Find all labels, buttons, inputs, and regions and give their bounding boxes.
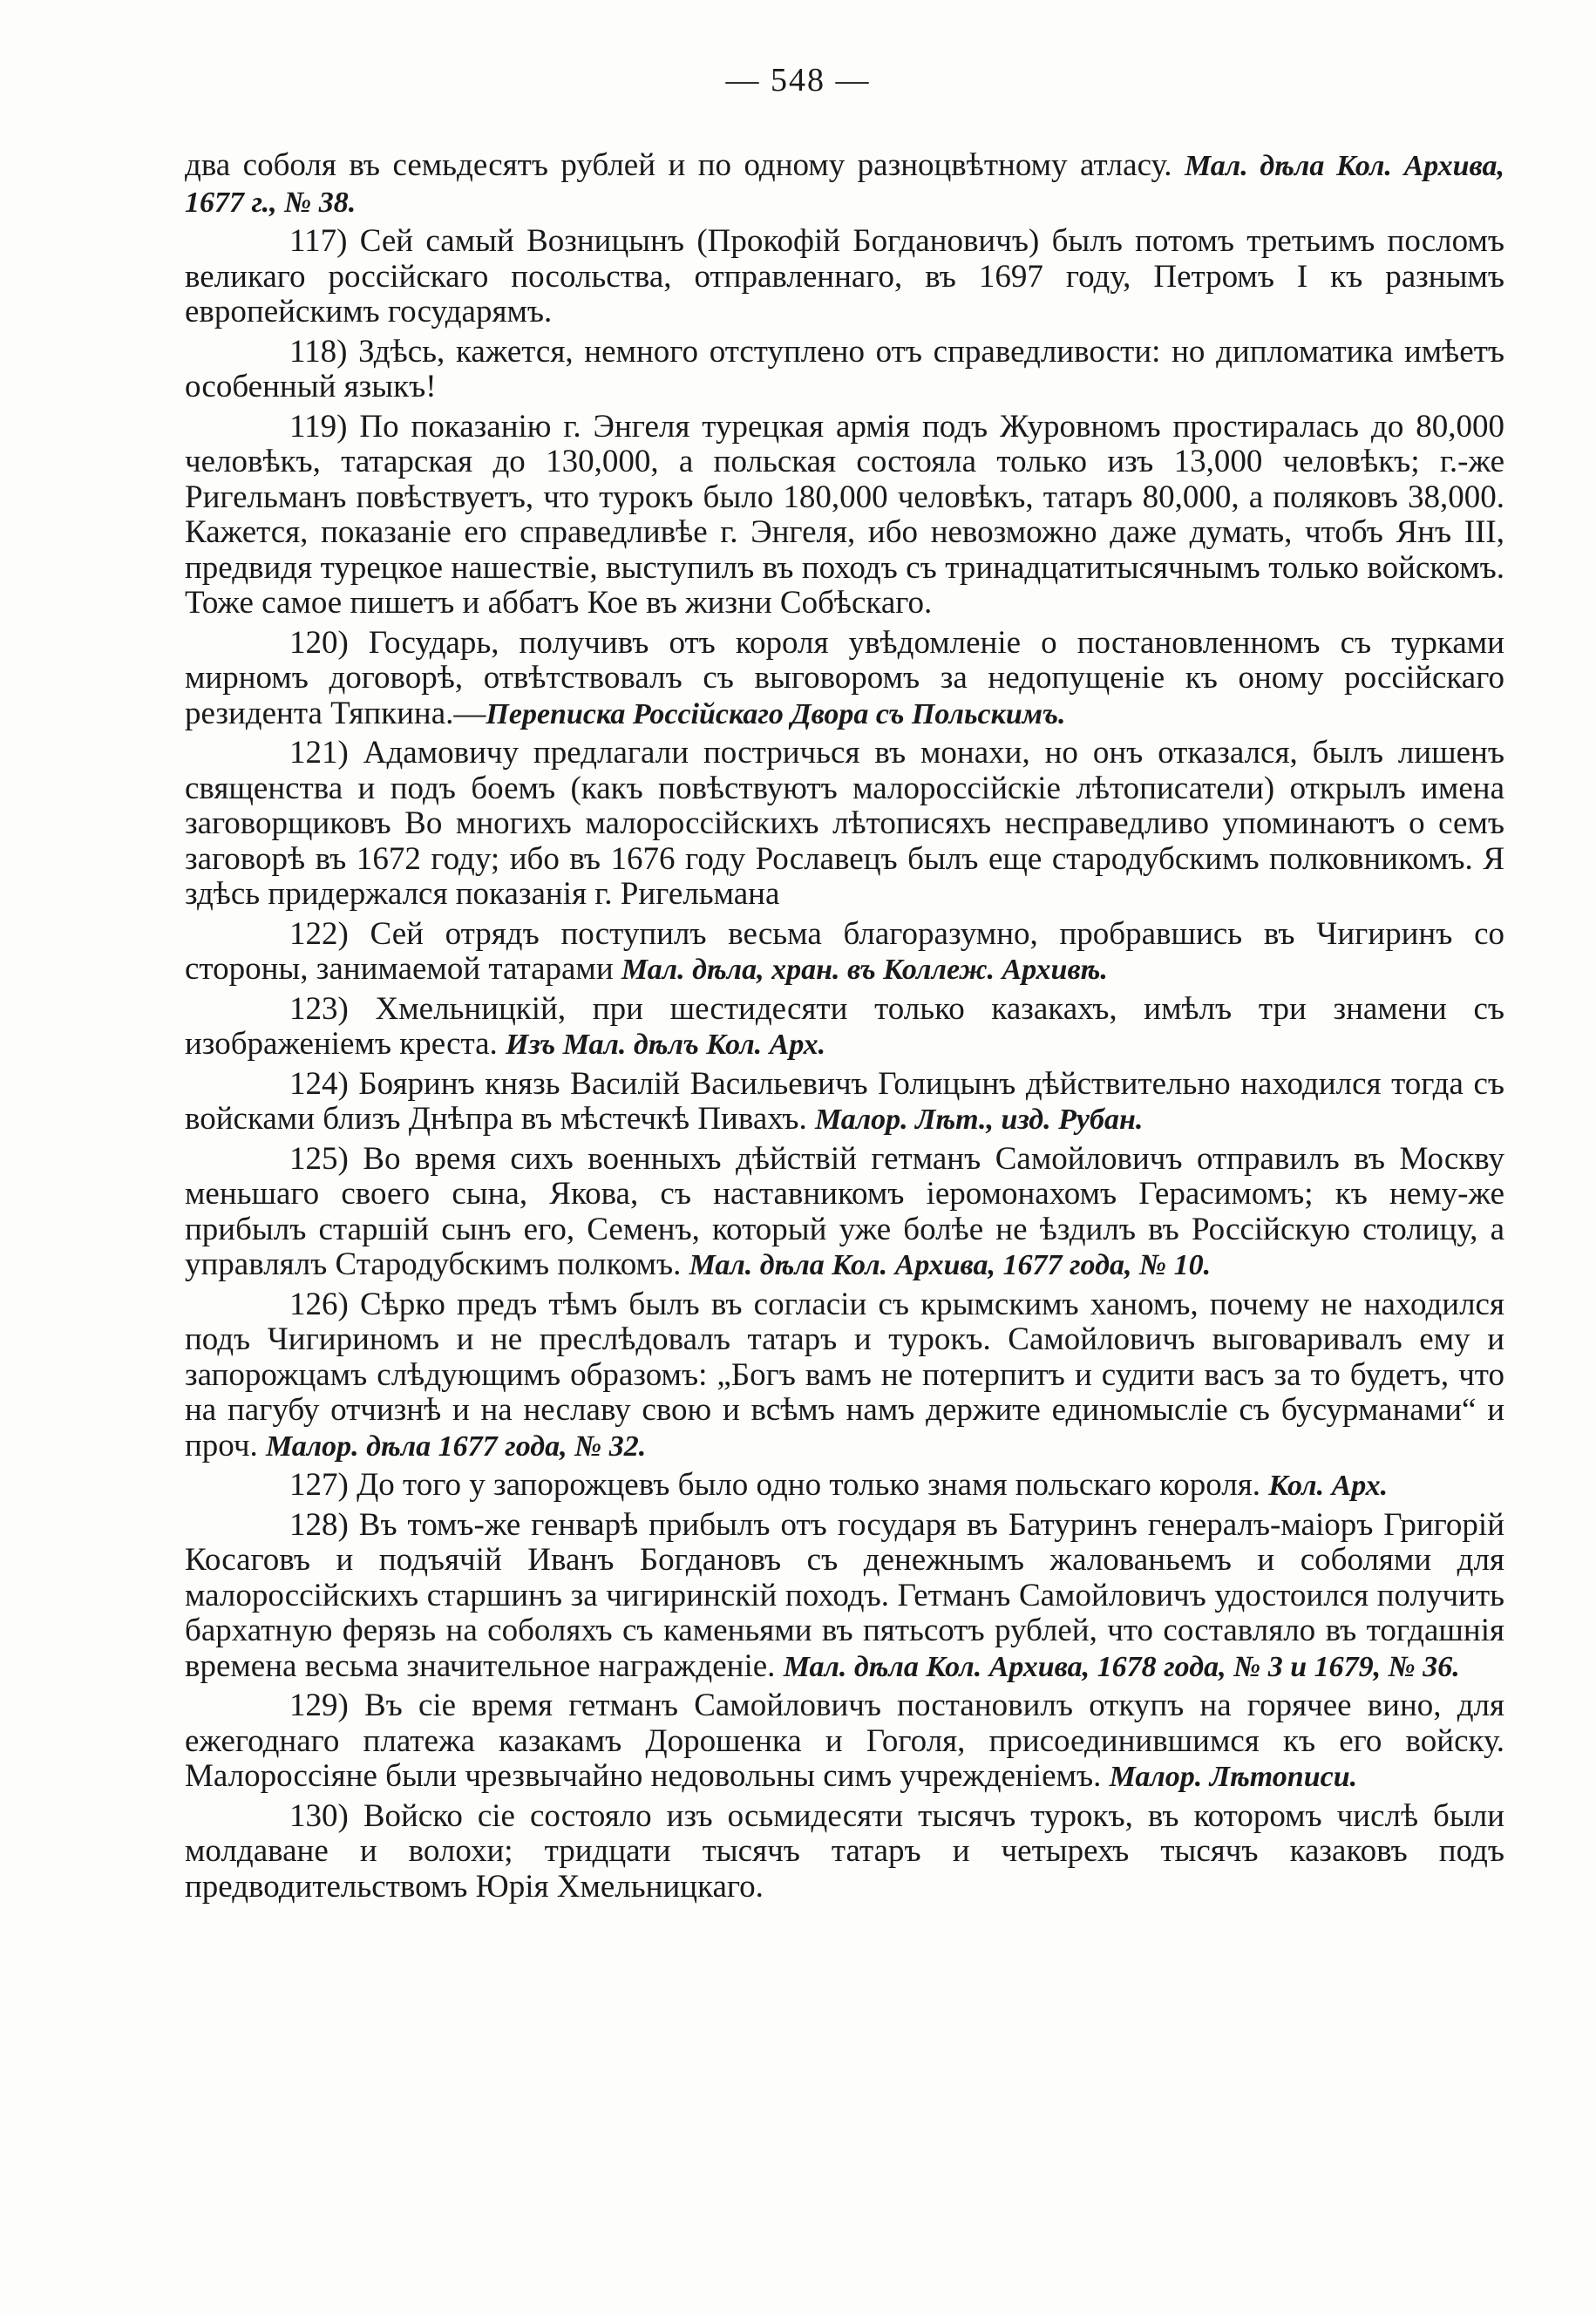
note-126: 126) Сѣрко предъ тѣмъ былъ въ согласіи съ крымскимъ ханомъ, почему не находился подъ Чигириномъ и не преслѣдовалъ татаръ и турокъ. Самойловичъ выговаривалъ ему и запорожцамъ слѣдующимъ образомъ: „Богъ вамъ не потерпитъ и судити васъ за то будетъ, что на пагубу отчизнѣ и на неславу свою и всѣмъ намъ держите единомысліе съ бусурманами“ и проч. Малор. дѣла 1677 года, № 32. [185,1286,1504,1464]
note-120: 120) Государь, получивъ отъ короля увѣдомленіе о постановленномъ съ турками мирномъ договорѣ, отвѣтствовалъ съ выговоромъ за недопущеніе къ оному россійскаго резидента Тяпкина.—Переписка Россійскаго Двора съ Польскимъ. [185,624,1504,731]
note-118: 118) Здѣсь, кажется, немного отступлено отъ справедливости: но дипломатика имѣетъ особенный языкъ! [185,333,1504,404]
note-125: 125) Во время сихъ военныхъ дѣйствій гетманъ Самойловичъ отправилъ въ Москву меньшаго своего сына, Якова, съ наставникомъ іеромонахомъ Герасимомъ; къ нему-же прибылъ старшій сынъ его, Семенъ, который уже болѣе не ѣздилъ въ Россійскую столицу, а управлялъ Стародубскимъ полкомъ. Мал. дѣла Кол. Архива, 1677 года, № 10. [185,1140,1504,1282]
note-121: 121) Адамовичу предлагали постричься въ монахи, но онъ отказался, былъ лишенъ священства и подъ боемъ (какъ повѣствуютъ малороссійскіе лѣтописатели) открылъ имена заговорщиковъ Во многихъ малороссійскихъ лѣтописяхъ несправедливо упоминаютъ о семъ заговорѣ въ 1672 году; ибо въ 1676 году Рославецъ былъ еще стародубскимъ полковникомъ. Я здѣсь придержался показанія г. Ригельмана [185,735,1504,912]
source-reference: Мал. дѣла, хран. въ Коллеж. Архивѣ. [621,954,1108,986]
paragraph-continuation: два соболя въ семьдесятъ рублей и по одному разноцвѣтному атласу. Мал. дѣла Кол. Архива, 1677 г., № 38. [185,147,1504,219]
note-119: 119) По показанію г. Энгеля турецкая армія подъ Журовномъ простиралась до 80,000 человѣкъ, татарская до 130,000, а польская состояла только изъ 13,000 человѣкъ; г.-же Ригельманъ повѣствуетъ, что турокъ было 180,000 человѣкъ, татаръ 80,000, а поляковъ 38,000. Кажется, показаніе его справедливѣе г. Энгеля, ибо невозможно даже думать, чтобъ Янъ III, предвидя турецкое нашествіе, выступилъ въ походъ съ тринадцатитысячнымъ только войскомъ. Тоже самое пишетъ и аббатъ Кое въ жизни Собѣскаго. [185,408,1504,621]
note-117: 117) Сей самый Возницынъ (Прокофій Богдановичъ) былъ потомъ третьимъ посломъ великаго россійскаго посольства, отправленнаго, въ 1697 году, Петромъ I къ разнымъ европейскимъ государямъ. [185,223,1504,329]
source-reference: Мал. дѣла Кол. Архива, 1677 года, № 10. [689,1249,1212,1281]
source-reference: Мал. дѣла Кол. Архива, 1677 г., № 38. [185,150,1504,219]
source-reference: Изъ Мал. дѣлъ Кол. Арх. [506,1029,826,1061]
page-number: — 548 — [725,62,871,98]
source-reference: Малор. дѣла 1677 года, № 32. [265,1430,647,1463]
note-127: 127) До того у запорожцевъ было одно только знамя польскаго короля. Кол. Арх. [289,1467,1389,1503]
source-reference: Малор. Лѣт., изд. Рубан. [814,1104,1144,1136]
note-124: 124) Бояринъ князь Василій Васильевичъ Голицынъ дѣйствительно находился тогда съ войсками близъ Днѣпра въ мѣстечкѣ Пивахъ. Малор. Лѣт., изд. Рубан. [185,1065,1504,1137]
source-reference: Малор. Лѣтописи. [1109,1761,1358,1793]
source-reference: Переписка Россійскаго Двора съ Польскимъ. [486,697,1066,730]
note-129: 129) Въ сіе время гетманъ Самойловичъ постановилъ откупъ на горячее вино, для ежегоднаго платежа казакамъ Дорошенка и Гоголя, присоединившимся къ его войску. Малороссіяне были чрезвычайно недовольны симъ учрежденіемъ. Малор. Лѣтописи. [185,1688,1504,1794]
source-reference: Мал. дѣла Кол. Архива, 1678 года, № 3 и 1679, № 36. [783,1650,1460,1683]
note-130: 130) Войско сіе состояло изъ осьмидесяти тысячъ турокъ, въ которомъ числѣ были молдаване и волохи; тридцати тысячъ татаръ и четырехъ тысячъ казаковъ подъ предводительствомъ Юрія Хмельницкаго. [185,1797,1504,1905]
note-122: 122) Сей отрядъ поступилъ весьма благоразумно, пробравшись въ Чигиринъ со стороны, занимаемой татарами Мал. дѣла, хран. въ Коллеж. Архивѣ. [185,915,1504,987]
note-123: 123) Хмельницкій, при шестидесяти только казакахъ, имѣлъ три знамени съ изображеніемъ креста. Изъ Мал. дѣлъ Кол. Арх. [185,990,1504,1062]
page-body [185,148,1504,1909]
source-reference: Кол. Арх. [1268,1470,1389,1502]
note-128: 128) Въ томъ-же генварѣ прибылъ отъ государя въ Батуринъ генералъ-маіоръ Григорій Косаговъ и подъячій Иванъ Богдановъ съ денежнымъ жалованьемъ и соболями для малороссійскихъ старшинъ за чигиринскій походъ. Гетманъ Самойловичъ удостоился получить бархатную ферязь на соболяхъ съ каменьями въ пятьсотъ рублей, что составляло въ тогдашнія времена весьма значительное награжденіе. Мал. дѣла Кол. Архива, 1678 года, № 3 и 1679, № 36. [185,1506,1504,1684]
